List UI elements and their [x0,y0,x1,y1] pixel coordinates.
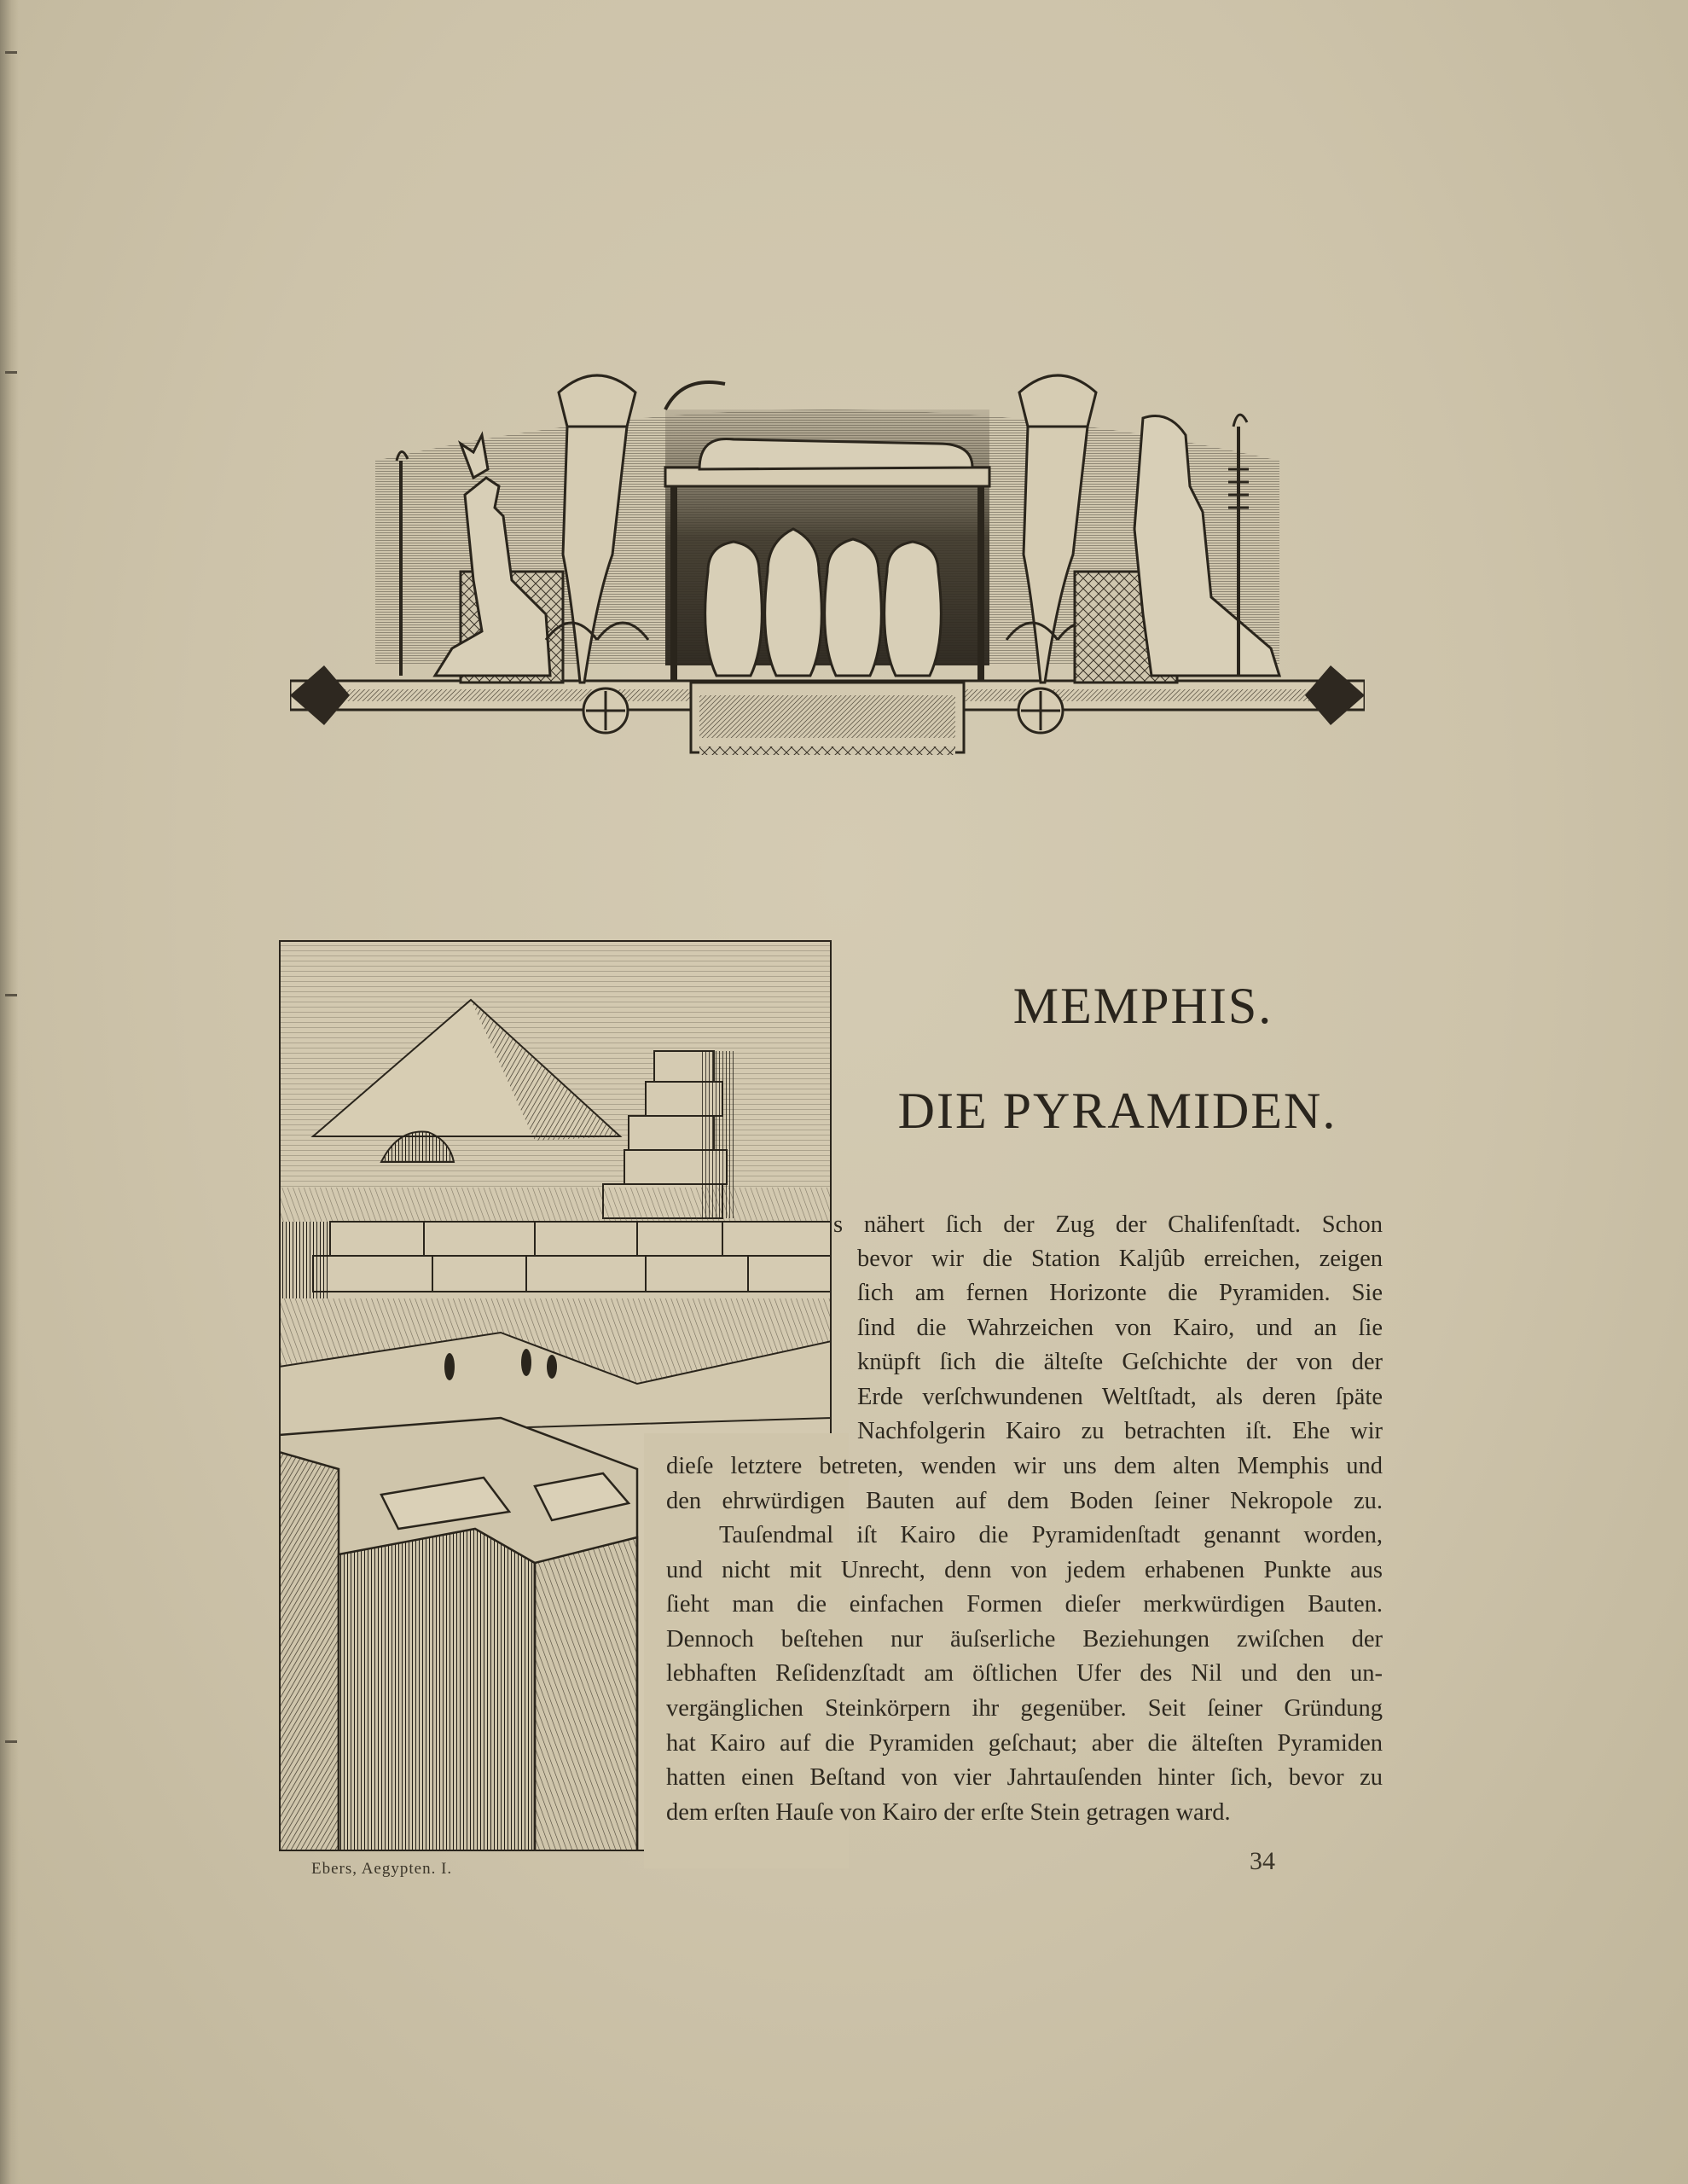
text-line: ſieht man die einfachen Formen dieſer merkwürdigen Bauten. [666,1591,1383,1618]
text-line: vergänglichen Steinkörpern ihr gegenüber. Seit ſeiner Gründung [666,1695,1383,1722]
text-line: Dennoch beſtehen nur äuſserliche Beziehungen zwiſchen der [666,1626,1383,1653]
text-line: dem erſten Hauſe von Kairo der erſte Stein getragen ward. [666,1799,1231,1826]
text-line: hatten einen Beſtand von vier Jahrtauſenden hinter ſich, bevor zu [666,1764,1383,1791]
text-line: knüpft ſich die älteſte Geſchichte der von der [857,1349,1383,1375]
text-line: dieſe letztere betreten, wenden wir uns dem alten Memphis und [666,1453,1383,1479]
text-line: Tauſendmal iſt Kairo die Pyramidenſtadt genannt worden, [719,1522,1383,1548]
chapter-title: MEMPHIS. [1012,978,1273,1035]
text-line: Nachfolgerin Kairo zu betrachten iſt. Ehe wir [857,1418,1383,1444]
chapter-subtitle: DIE PYRAMIDEN. [897,1082,1337,1139]
signature-line: Ebers, Aegypten. I. [311,1860,453,1878]
text-line: und nicht mit Unrecht, denn von jedem erhabenen Punkte aus [666,1557,1383,1583]
text-line: hat Kairo auf die Pyramiden geſchaut; aber die älteſten Pyramiden [666,1730,1383,1757]
text-line: den ehrwürdigen Bauten auf dem Boden ſeiner Nekropole zu. [666,1488,1383,1514]
page-number: 34 [1250,1847,1275,1875]
text-line: bevor wir die Station Kaljûb erreichen, zeigen [857,1246,1383,1272]
text-line: Erde verſchwundenen Weltſtadt, als deren ſpäte [857,1384,1383,1410]
text-line: lebhaften Reſidenzſtadt am öſtlichen Ufer des Nil und den un- [666,1660,1383,1687]
text-line: ſind die Wahrzeichen von Kairo, und an ſie [857,1315,1383,1341]
text-line: ſich am fernen Horizonte die Pyramiden. Sie [857,1280,1383,1306]
text-line: s nähert ſich der Zug der Chalifenſtadt. Schon [833,1211,1383,1238]
